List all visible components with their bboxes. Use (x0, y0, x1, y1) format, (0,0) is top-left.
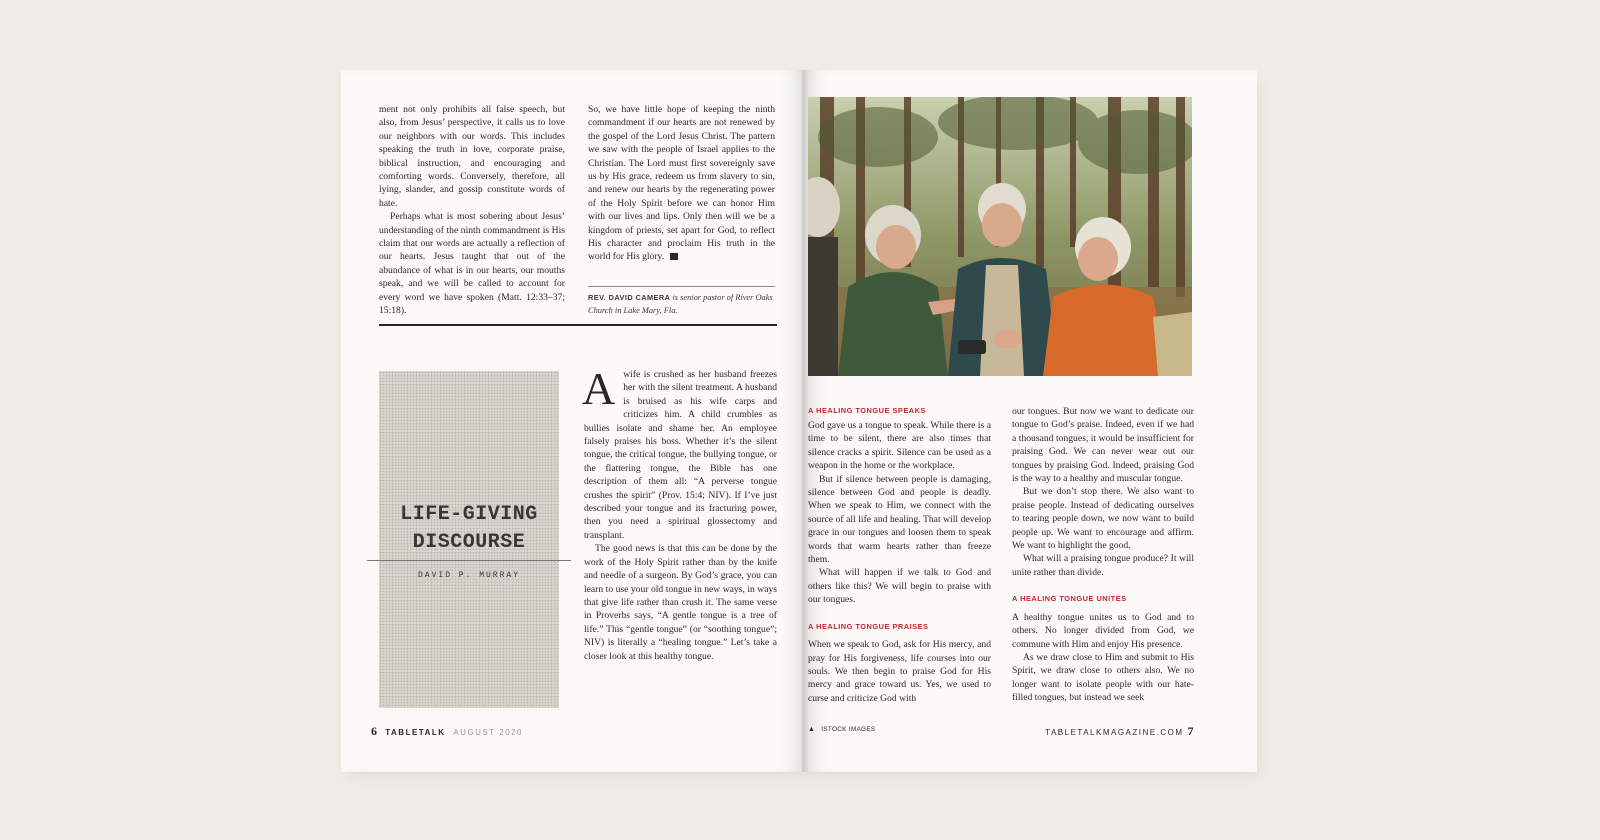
website: TABLETALKMAGAZINE.COM (1045, 728, 1184, 737)
paragraph: But we don’t stop there. We also want to praise people. Instead of dedicating ourselves to tearing people down, we now want to build people up. We want to encourage and affirm. We want to highlight the good. (1012, 486, 1194, 552)
section-heading-speaks: A HEALING TONGUE SPEAKS (808, 406, 926, 415)
left-page (341, 70, 805, 772)
photo-credit: ▲ ISTOCK IMAGES (808, 726, 876, 733)
photo-illustration (808, 97, 1192, 376)
article-body (582, 363, 777, 663)
section-heading-praises: A HEALING TONGUE PRAISES (808, 621, 929, 631)
paragraph: What will happen if we talk to God and others like this? We will begin to praise with our tongues. (808, 567, 991, 606)
title-line-1: LIFE-GIVING (400, 503, 538, 526)
bio-text: is senior pastor of River Oaks Church in Lake Mary, Fla. (588, 293, 773, 315)
page-number: 6 (371, 724, 379, 738)
paragraph: As we draw close to Him and submit to His Spirit, we draw close to others also. We no longer want to isolate people with our hate-filled tongues, but instead we seek (1012, 651, 1194, 704)
paragraph: The good news is that this can be done by the work of the Holy Spirit rather than by the knife and needle of a surgeon. By God’s grace, you can learn to use your old tongue in new ways, in ways that give life rather than crush it. The same verse in Proverbs says, “A gentle tongue is a tree of life.” This “gentle tongue” (or “soothing tongue”; NIV) is literally a “healing tongue.” Let’s take a closer look at this healthy tongue. (584, 543, 777, 662)
left-folio (371, 724, 523, 739)
bio-name: REV. DAVID CAMERA (588, 293, 671, 302)
bio-divider (588, 286, 775, 287)
continued-column-1 (379, 103, 565, 318)
author-bio (588, 292, 778, 318)
paragraph: So, we have little hope of keeping the ninth commandment if our hearts are not renewed by the gospel of the Lord Jesus Christ. The pattern we saw with the people of Israel applies to the Christian. The Lord must first sovereignly save us by His grace, redeem us from slavery to sin, and renew our hearts by the regenerating power of the Holy Spirit before we can honor Him with our lives and lips. Only then will we be a kingdom of priests, set apart for God, to reflect His character and proclaim His truth in the world for His glory. (588, 104, 775, 263)
paragraph: our tongues. But now we want to dedicate our tongue to God’s praise. Indeed, even if we had a thousand tongues, it would be insufficient for praising God. We can never wear out our tongues by praising God. Indeed, praising God is the way to a healthy and muscular tongue. (1012, 406, 1194, 485)
title-rule (367, 560, 571, 561)
end-mark-icon (670, 253, 678, 260)
paragraph: Perhaps what is most sobering about Jesus’ understanding of the ninth commandment is His claim that our words are actually a reflection of our hearts. Jesus taught that out of the abundance of what is in our hearts, our mouths speak, and we will be called to account for every word we have spoken (Matt. 12:33–37; 15:18). (379, 211, 565, 317)
right-column-1 (808, 419, 991, 705)
article-photo (808, 97, 1192, 376)
page-number: 7 (1187, 724, 1195, 738)
right-folio (1045, 724, 1195, 739)
title-line-2: DISCOURSE (412, 531, 526, 554)
magazine-name: TABLETALK (385, 728, 446, 737)
spine-gutter (802, 70, 808, 772)
drop-cap: A (582, 363, 616, 414)
right-page (805, 70, 1257, 772)
paragraph: God gave us a tongue to speak. While there is a time to be silent, there are also times that silence cracks a spirit. Silence can be used as a weapon in the home or the workplace. (808, 420, 991, 472)
article-title (375, 501, 563, 557)
article-separator (379, 324, 777, 326)
paragraph: What will a praising tongue produce? It will unite rather than divide. (1012, 553, 1194, 578)
right-column-2 (1012, 405, 1194, 705)
section-heading-unites: A HEALING TONGUE UNITES (1012, 594, 1127, 604)
paragraph: When we speak to God, ask for His mercy, and pray for His forgiveness, life courses into our souls. We then begin to praise God for His mercy and grace toward us. Yes, we used to curse and criticize God with (808, 639, 991, 704)
paragraph: But if silence between people is damaging, silence between God and people is deadly. When we speak to Him, we connect with the source of all life and healing. That will develop grace in our tongues and loosen them to speak words that warm hearts rather than freeze them. (808, 473, 991, 566)
caret-up-icon: ▲ (808, 726, 816, 733)
continued-column-2 (588, 103, 775, 264)
issue-date: AUGUST 2020 (453, 728, 523, 737)
paragraph: Awife is crushed as her husband freezes her with the silent treatment. A husband is bruised as his wife carps and criticizes him. A child crumbles as bullies isolate and shame her. An employee falsely praises his boss. Whether it’s the silent tongue, the critical tongue, the bullying tongue, or the flattering tongue, the Bible has one description of them all: “A perverse tongue crushes the spirit” (Prov. 15:4; NIV). If I’ve just described your tongue and its fracturing power, then you need a spiritual glossectomy and transplant. (582, 363, 777, 541)
title-panel (379, 371, 559, 708)
paragraph: A healthy tongue unites us to God and to others. No longer divided from God, we commune with Him and enjoy His presence. (1012, 611, 1194, 650)
paragraph: ment not only prohibits all false speech, but also, from Jesus’ perspective, it calls us to love our neighbors with our words. This includes speaking the truth in love, corporate praise, biblical instruction, and encouraging and comforting words. Conversely, therefore, all lying, slander, and gossip constitute words of hate. (379, 104, 565, 209)
article-author: DAVID P. MURRAY (417, 571, 520, 580)
